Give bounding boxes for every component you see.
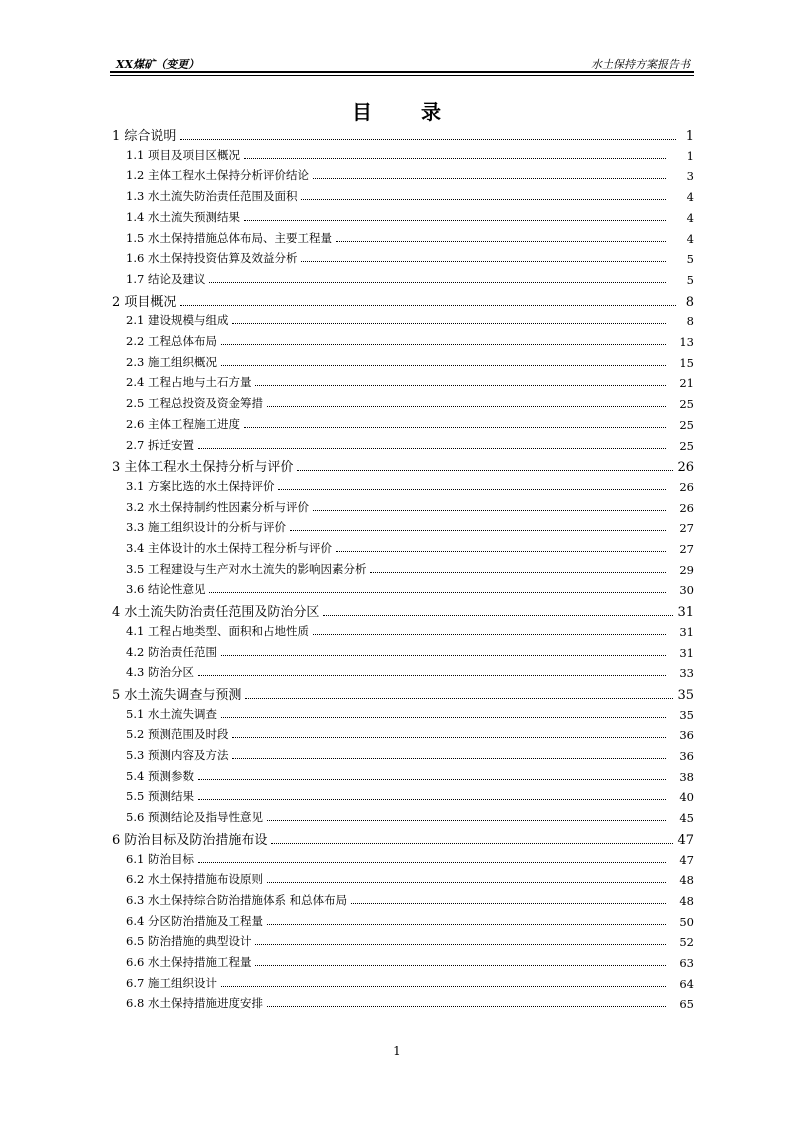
toc-entry-page: 36 [679, 749, 694, 763]
toc-dot-leader [323, 615, 673, 616]
toc-entry-page: 29 [679, 562, 694, 577]
header-report-name: 水土保持方案报告书 [591, 58, 690, 71]
toc-section-entry[interactable] [126, 228, 694, 246]
toc-entry-label: 5.6 预测结论及指导性意见 [126, 810, 263, 825]
toc-dot-leader [290, 530, 666, 531]
toc-section-entry[interactable] [126, 973, 694, 991]
toc-entry-label: 2.1 建设规模与组成 [126, 313, 229, 328]
toc-entry-label: 1.1 项目及项目区概况 [126, 147, 240, 162]
toc-section-entry[interactable] [126, 724, 694, 742]
toc-entry-label: 3.6 结论性意见 [126, 582, 206, 597]
toc-entry-label: 6 防治目标及防治措施布设 [112, 832, 268, 848]
toc-entry-page: 25 [679, 438, 694, 453]
toc-section-entry[interactable] [126, 911, 694, 929]
toc-entry-label: 3.1 方案比选的水土保持评价 [126, 478, 275, 493]
toc-section-entry[interactable] [126, 435, 694, 453]
toc-dot-leader [255, 944, 666, 945]
toc-entry-page: 26 [677, 460, 694, 476]
toc-entry-label: 6.2 水土保持措施布设原则 [126, 872, 263, 887]
toc-entry-page: 31 [679, 645, 694, 660]
toc-entry-label: 3 主体工程水土保持分析与评价 [112, 460, 294, 476]
toc-dot-leader [221, 344, 666, 345]
toc-entry-page: 25 [679, 417, 694, 432]
toc-dot-leader [198, 862, 666, 863]
toc-entry-page: 48 [679, 873, 694, 888]
toc-section-entry[interactable] [126, 807, 694, 825]
toc-entry-label: 2.7 拆迁安置 [126, 437, 194, 452]
toc-entry-label: 6.3 水土保持综合防治措施体系 和总体布局 [126, 892, 348, 907]
toc-section-entry[interactable] [126, 145, 694, 163]
toc-entry-page: 50 [679, 914, 694, 929]
toc-section-entry[interactable] [126, 497, 694, 515]
toc-dot-leader [267, 1006, 666, 1007]
toc-entry-label: 5.4 预测参数 [126, 768, 194, 783]
toc-entry-page: 4 [686, 190, 694, 205]
toc-entry-label: 6.5 防治措施的典型设计 [126, 934, 252, 949]
toc-entry-page: 1 [686, 148, 694, 163]
toc-entry-page: 63 [679, 956, 694, 970]
toc-dot-leader [244, 158, 666, 159]
toc-dot-leader [209, 592, 666, 593]
toc-dot-leader [313, 510, 666, 511]
toc-entry-label: 5.3 预测内容及方法 [126, 748, 229, 762]
toc-dot-leader [198, 799, 666, 800]
title-char: 目 [352, 100, 373, 124]
toc-entry-label: 3.4 主体设计的水土保持工程分析与评价 [126, 541, 332, 555]
toc-dot-leader [221, 365, 666, 366]
toc-dot-leader [301, 261, 666, 262]
toc-entry-page: 47 [679, 852, 694, 867]
toc-dot-leader [221, 717, 666, 718]
toc-section-entry[interactable] [126, 869, 694, 887]
toc-section-entry[interactable] [126, 310, 694, 328]
toc-dot-leader [267, 406, 666, 407]
toc-section-entry[interactable] [126, 766, 694, 784]
toc-section-entry[interactable] [126, 517, 694, 535]
toc-entry-page: 40 [679, 790, 694, 805]
toc-entry-page: 35 [679, 707, 694, 722]
toc-dot-leader [180, 139, 676, 140]
toc-section-entry[interactable] [126, 186, 694, 204]
header-rule-thin [110, 75, 694, 76]
toc-entry-page: 5 [686, 252, 694, 267]
toc-section-entry[interactable] [126, 621, 694, 639]
toc-entry-label: 1 综合说明 [112, 129, 177, 144]
toc-entry-page: 21 [679, 376, 694, 391]
toc-dot-leader [221, 655, 666, 656]
toc-entry-page: 8 [686, 314, 694, 329]
toc-entry-page: 64 [679, 976, 694, 991]
toc-dot-leader [336, 551, 666, 552]
toc-entry-page: 4 [686, 231, 694, 246]
toc-entry-page: 33 [679, 666, 694, 681]
toc-entry-label: 4.3 防治分区 [126, 665, 194, 680]
toc-section-entry[interactable] [126, 931, 694, 949]
toc-dot-leader [267, 882, 666, 883]
toc-dot-leader [198, 779, 666, 780]
toc-dot-leader [301, 199, 666, 200]
toc-entry-page: 31 [677, 605, 694, 621]
toc-section-entry[interactable] [126, 352, 694, 370]
toc-entry-page: 52 [679, 935, 694, 950]
toc-entry-label: 2 项目概况 [112, 294, 177, 310]
toc-entry-page: 26 [679, 500, 694, 515]
page-header [110, 54, 694, 72]
toc-entry-label: 1.2 主体工程水土保持分析评价结论 [126, 168, 309, 183]
toc-dot-leader [336, 241, 666, 242]
toc-entry-page: 45 [679, 811, 694, 826]
toc-section-entry[interactable] [126, 538, 694, 556]
toc-entry-page: 25 [679, 397, 694, 412]
toc-entry-label: 1.4 水土流失预测结果 [126, 209, 240, 224]
toc-dot-leader [244, 220, 666, 221]
toc-section-entry[interactable] [126, 704, 694, 722]
toc-section-entry[interactable] [126, 849, 694, 867]
toc-entry-page: 30 [679, 583, 694, 598]
toc-dot-leader [267, 820, 666, 821]
toc-section-entry[interactable] [126, 414, 694, 432]
toc-chapter-entry[interactable] [112, 600, 694, 620]
toc-entry-label: 5.5 预测结果 [126, 789, 194, 804]
toc-section-entry[interactable] [126, 952, 694, 970]
toc-entry-label: 6.4 分区防治措施及工程量 [126, 913, 263, 928]
toc-entry-label: 2.3 施工组织概况 [126, 354, 217, 369]
toc-section-entry[interactable] [126, 165, 694, 183]
toc-entry-label: 5.1 水土流失调查 [126, 706, 217, 721]
toc-entry-page: 8 [685, 294, 694, 310]
toc-entry-page: 36 [679, 728, 694, 743]
toc-chapter-entry[interactable] [112, 828, 694, 848]
toc-section-entry[interactable] [126, 786, 694, 804]
toc-entry-label: 6.1 防治目标 [126, 851, 194, 866]
toc-dot-leader [221, 986, 666, 987]
toc-dot-leader [245, 698, 673, 699]
toc-section-entry[interactable] [126, 248, 694, 266]
toc-entry-label: 5 水土流失调查与预测 [112, 687, 242, 703]
toc-dot-leader [370, 572, 666, 573]
toc-section-entry[interactable] [126, 559, 694, 577]
toc-dot-leader [278, 489, 666, 490]
toc-chapter-entry[interactable] [112, 683, 694, 703]
toc-entry-label: 2.5 工程总投资及资金筹措 [126, 396, 263, 411]
toc-entry-label: 4.1 工程占地类型、面积和占地性质 [126, 623, 309, 638]
toc-dot-leader [232, 323, 666, 324]
toc-chapter-entry[interactable] [112, 124, 694, 144]
toc-entry-page: 26 [679, 479, 694, 494]
page-number: 1 [393, 1044, 401, 1058]
toc-entry-label: 2.2 工程总体布局 [126, 334, 217, 348]
toc-entry-page: 15 [679, 355, 694, 370]
toc-entry-page: 48 [679, 893, 694, 908]
toc-section-entry[interactable] [126, 476, 694, 494]
toc-dot-leader [244, 427, 666, 428]
toc-dot-leader [198, 448, 666, 449]
toc-dot-leader [180, 305, 676, 306]
toc-chapter-entry[interactable] [112, 290, 694, 310]
toc-entry-label: 1.6 水土保持投资估算及效益分析 [126, 251, 298, 266]
toc-entry-page: 5 [686, 272, 694, 287]
toc-section-entry[interactable] [126, 207, 694, 225]
toc-section-entry[interactable] [126, 745, 694, 763]
toc-entry-page: 65 [679, 997, 694, 1012]
header-rule-thick [110, 71, 694, 73]
toc-section-entry[interactable] [126, 579, 694, 597]
toc-entry-page: 27 [679, 542, 694, 556]
toc-dot-leader [271, 843, 673, 844]
title-char: 录 [421, 100, 442, 124]
toc-section-entry[interactable] [126, 642, 694, 660]
toc-entry-page: 31 [679, 624, 694, 639]
toc-dot-leader [351, 903, 666, 904]
toc-dot-leader [232, 758, 666, 759]
toc-dot-leader [232, 737, 666, 738]
toc-dot-leader [255, 385, 666, 386]
toc-entry-label: 1.3 水土流失防治责任范围及面积 [126, 189, 298, 204]
toc-dot-leader [209, 282, 666, 283]
toc-entry-label: 3.3 施工组织设计的分析与评价 [126, 520, 286, 535]
toc-section-entry[interactable] [126, 993, 694, 1011]
toc-entry-label: 6.6 水土保持措施工程量 [126, 955, 252, 969]
toc-entry-page: 35 [677, 687, 694, 703]
toc-entry-label: 1.7 结论及建议 [126, 271, 206, 286]
toc-dot-leader [313, 634, 666, 635]
toc-entry-page: 47 [677, 832, 694, 848]
toc-dot-leader [297, 470, 673, 471]
toc-section-entry[interactable] [126, 662, 694, 680]
toc-entry-label: 5.2 预测范围及时段 [126, 727, 229, 742]
toc-entry-label: 2.6 主体工程施工进度 [126, 416, 240, 431]
toc-entry-page: 38 [679, 769, 694, 784]
toc-entry-label: 4.2 防治责任范围 [126, 644, 217, 659]
toc-dot-leader [313, 178, 666, 179]
toc-dot-leader [255, 965, 666, 966]
toc-section-entry[interactable] [126, 393, 694, 411]
toc-entry-label: 3.5 工程建设与生产对水土流失的影响因素分析 [126, 561, 367, 576]
toc-entry-label: 4 水土流失防治责任范围及防治分区 [112, 605, 320, 621]
toc-entry-page: 3 [686, 169, 694, 184]
toc-section-entry[interactable] [126, 269, 694, 287]
toc-section-entry[interactable] [126, 331, 694, 349]
toc-entry-label: 6.8 水土保持措施进度安排 [126, 996, 263, 1011]
toc-entry-page: 1 [685, 129, 694, 144]
header-project-name: XX煤矿（变更） [116, 58, 200, 71]
toc-entry-label: 6.7 施工组织设计 [126, 975, 217, 990]
page-title [0, 96, 794, 126]
toc-entry-page: 13 [679, 335, 694, 349]
toc-section-entry[interactable] [126, 372, 694, 390]
toc-dot-leader [267, 924, 666, 925]
toc-entry-page: 4 [686, 210, 694, 225]
toc-section-entry[interactable] [126, 890, 694, 908]
toc-entry-label: 2.4 工程占地与土石方量 [126, 375, 252, 390]
toc-entry-label: 1.5 水土保持措施总体布局、主要工程量 [126, 230, 332, 245]
toc-chapter-entry[interactable] [112, 455, 694, 475]
toc-entry-label: 3.2 水土保持制约性因素分析与评价 [126, 499, 309, 514]
toc-dot-leader [198, 675, 666, 676]
toc-entry-page: 27 [679, 521, 694, 536]
